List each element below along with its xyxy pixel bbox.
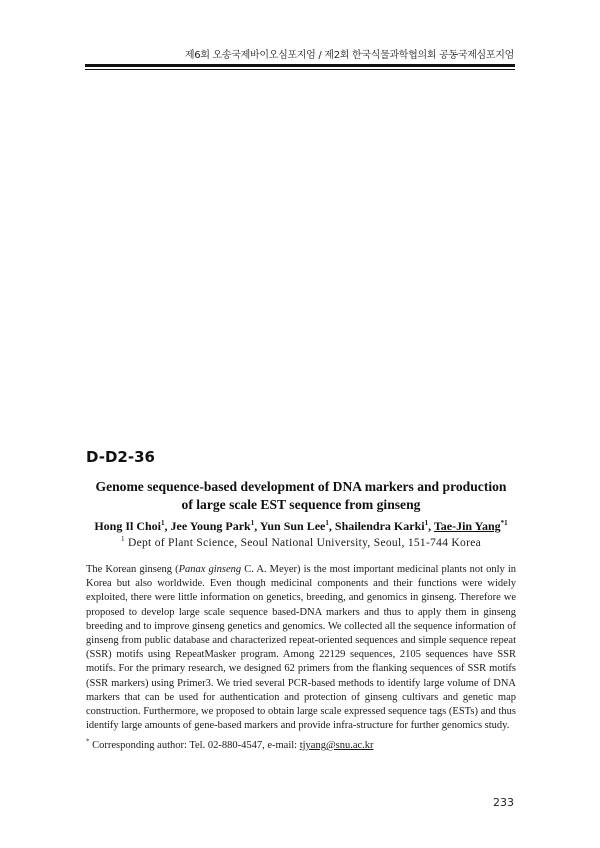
author-name: Yun Sun Lee xyxy=(259,519,326,533)
affiliation-text: Dept of Plant Science, Seoul National University, Seoul, 151-744 Korea xyxy=(127,537,482,549)
page-number: 233 xyxy=(493,796,514,809)
author-name: Jee Young Park xyxy=(170,519,251,533)
abstract-intro: The Korean ginseng ( xyxy=(86,564,179,575)
author-affiliation-mark: 1 xyxy=(250,519,255,527)
paper-title xyxy=(86,478,516,514)
corresponding-author-name: Tae-Jin Yang xyxy=(433,519,501,533)
author-name: Shailendra Karki xyxy=(334,519,425,533)
corresponding-footnote xyxy=(86,737,516,751)
abstract-body xyxy=(86,563,516,733)
affiliation xyxy=(86,537,516,549)
author-affiliation-mark: 1 xyxy=(161,519,165,527)
species-name: Panax ginseng xyxy=(178,564,242,575)
footnote-mark: * xyxy=(86,737,90,746)
author-name: Hong Il Choi xyxy=(94,519,161,533)
session-code: D-D2-36 xyxy=(86,448,155,466)
author-list: Hong Il Choi$^1$, Jee Young Park$^1$, Yun Sun Lee$^1$, Shailendra Karki$^1$, Tae-Jin Yang$^{*1}$ xyxy=(94,519,508,533)
header-rule-thin xyxy=(85,69,515,70)
email-link[interactable]: tjyang@snu.ac.kr xyxy=(299,740,374,751)
header-rule-thick xyxy=(85,64,515,67)
title-line-2: of large scale EST sequence from ginseng xyxy=(181,497,421,512)
affiliation-mark: 1 xyxy=(120,535,125,544)
title-line-1: Genome sequence-based development of DNA markers and production xyxy=(95,479,507,494)
abstract-text: C. A. Meyer) is the most important medicinal plants not only in Korea but also worldwide. Even though medicinal components and their functions were widely exploited, there were little information on genetics, breeding, and genomics in ginseng. Therefore we proposed to develop large scale sequence based-DNA markers and thus to apply them in ginseng breeding and to improve ginseng genetics and genomics. We collected all the sequence information of ginseng from public database and characterized repeat-oriented sequences and simple sequence repeat (SSR) motifs using RepeatMasker program. Among 22129 sequences, 2105 sequences have SSR motifs. For the primary research, we designed 62 primers from the flanking sequences of SSR motifs (SSR markers) using Primer3. We tried several PCR-based methods to identify large volume of DNA markers that can be used for authentication and protection of ginseng cultivars and genetic map construction. Furthermore, we proposed to obtain large scale expressed sequence tags (ESTs) and thus identify large amounts of gene-based markers and provide infra-structure for further genomics study. xyxy=(86,564,516,732)
author-affiliation-mark: 1 xyxy=(424,519,429,527)
author-affiliation-mark: 1 xyxy=(325,519,329,527)
author-affiliation-mark: *1 xyxy=(500,519,508,527)
conference-header: 제6회 오송국제바이오심포지엄 / 제2회 한국식물과학협의회 공동국제심포지엄 xyxy=(184,50,514,61)
footnote-text: Corresponding author: Tel. 02-880-4547, e-mail: xyxy=(89,740,300,751)
